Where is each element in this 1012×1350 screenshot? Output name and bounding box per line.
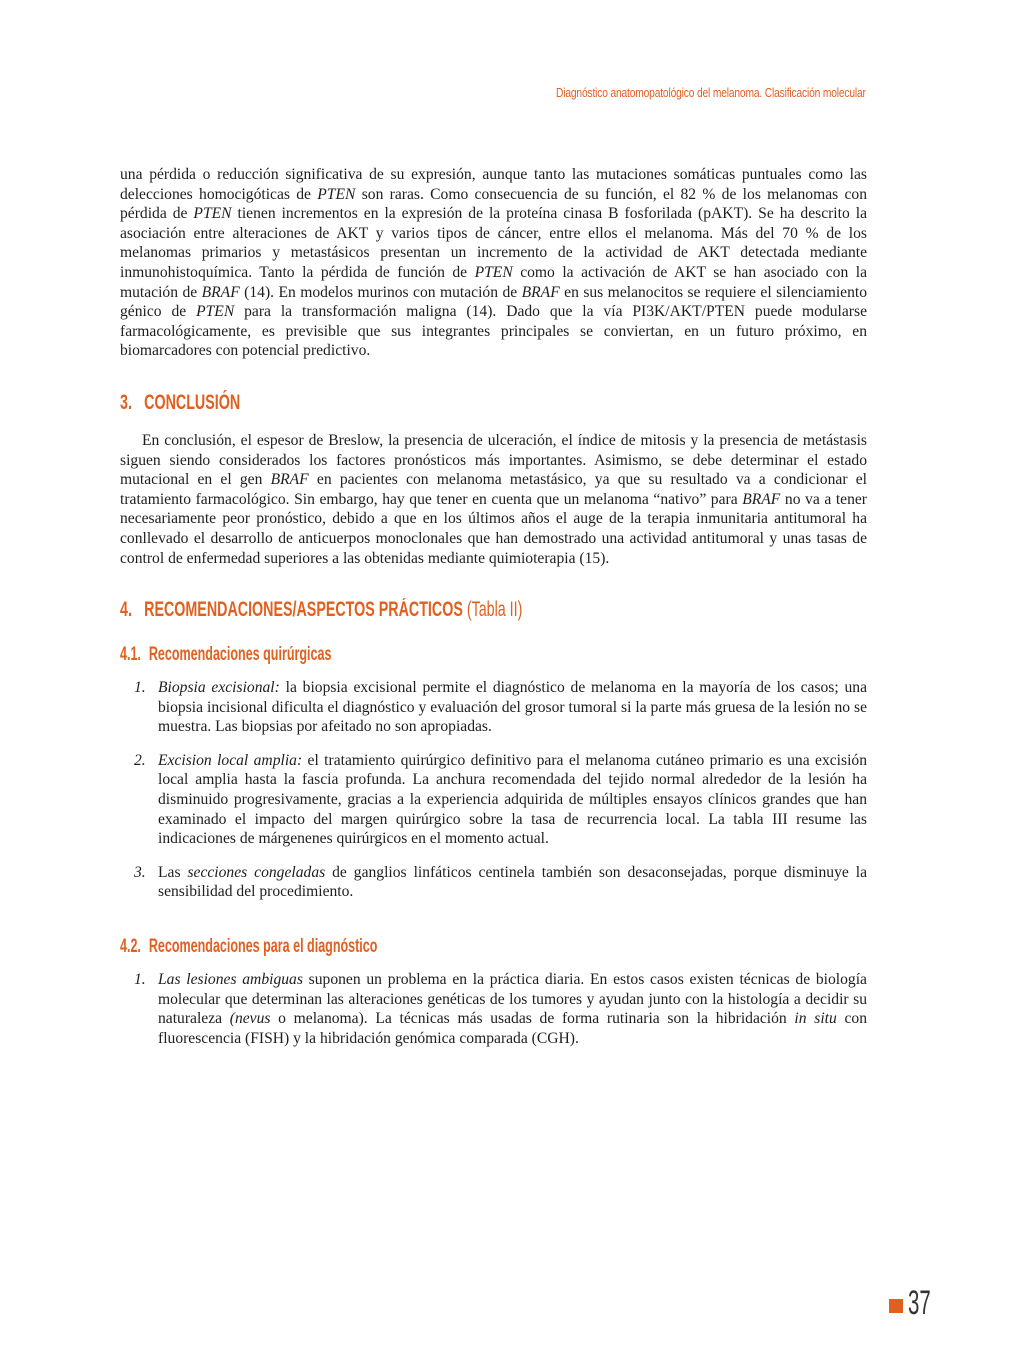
list-item — [120, 970, 867, 1048]
subsection-4-2-title: Recomendaciones para el diagnóstico — [148, 936, 378, 958]
item-text: el tratamiento quirúrgico definitivo para el melanoma cutáneo primario es una excisión local amplia hasta la fascia profunda. La anchura recomendada del tejido normal alrededor de la lesión ha disminuido progresivamente, gracias a la experiencia adquirida de múltiples ensayos clínicos grandes que han examinado el impacto del margen quirúrgico sobre la tasa de recurrencia local. La tabla III resume las indicaciones de márgenenes quirúrgicos en el momento actual. — [158, 751, 867, 848]
list-item — [120, 678, 867, 737]
conclusion-paragraph: En conclusión, el espesor de Breslow, la presencia de ulceración, el índice de mitosis y la presencia de metástasis siguen siendo considerados los factores pronósticos más importantes. Asimismo, se debe determinar el estado mutacional en el gen BRAF en pacientes con melanoma metastásico, ya que su resultado va a condicionar el tratamiento farmacológico. Sin embargo, hay que tener en cuenta que un melanoma “nativo” para BRAF no va a tener necesariamente peor pronóstico, debido a que en los últimos años el auge de la terapia inmunitaria antitumoral ha conllevado el desarrollo de anticuerpos monoclonales que han demostrado una actividad antitumoral y unas tasas de control de enfermedad superiores a las obtenidas mediante quimioterapia (15). — [120, 431, 868, 567]
section-3-number: 3. — [120, 390, 132, 414]
item-text: de ganglios linfáticos centinela también son desaconsejadas, porque disminuye la sensibilidad del procedimiento. — [158, 863, 868, 901]
item-italic-in-situ: in situ — [794, 1010, 837, 1028]
item-pre: Las — [158, 863, 188, 881]
running-head: Diagnóstico anatomopatológico del melanoma. Clasificación molecular — [556, 86, 866, 100]
diagnosis-recommendations-list — [120, 970, 867, 1048]
intro-paragraph: una pérdida o reducción significativa de su expresión, aunque tanto las mutaciones somáticas puntuales como las delecciones homocigóticas de PTEN son raras. Como consecuencia de su función, el 82 % de los melanomas con pérdida de PTEN tienen incrementos en la expresión de la proteína cinasa B fosforilada (pAKT). Se ha descrito la asociación entre alteraciones de AKT y varios tipos de cáncer, entre ellos el melanoma. Más del 70 % de los melanomas primarios y metastásicos presentan un incremento de la actividad de AKT detectada mediante inmunohistoquímica. Tanto la pérdida de función de PTEN como la activación de AKT se han asociado con la mutación de BRAF (14). En modelos murinos con mutación de BRAF en sus melanocitos se requiere el silenciamiento génico de PTEN para la transformación maligna (14). Dado que la vía PI3K/AKT/PTEN puede modularse farmacológicamente, es previsible que sus integrantes principales se conviertan, en un futuro próximo, en biomarcadores con potencial predictivo. — [120, 166, 868, 360]
page-number-text: 37 — [908, 1284, 931, 1322]
subsection-4-1-title: Recomendaciones quirúrgicas — [148, 644, 332, 666]
list-item — [120, 863, 867, 902]
item-text: suponen un problema en la práctica diaria. En estos casos existen técnicas de biología molecular que determinan las alteraciones genéticas de los tumores y ayudan junto con la histología a decidir su naturaleza — [158, 971, 867, 1028]
page-content — [120, 165, 867, 1062]
page-marker-square — [889, 1299, 903, 1313]
section-4-number: 4. — [120, 598, 132, 622]
subsection-4-2-number: 4.2. — [120, 936, 141, 958]
list-marker: 1. — [134, 679, 146, 697]
subsection-4-1-heading — [120, 644, 613, 666]
item-text: con fluorescencia (FISH) y la hibridación genómica comparada (CGH). — [158, 1010, 867, 1047]
section-3-title: CONCLUSIÓN — [144, 390, 241, 414]
item-lead: secciones congeladas — [187, 863, 326, 881]
list-marker: 3. — [134, 863, 146, 881]
section-4-table-ref: (Tabla II) — [466, 598, 523, 622]
section-4-title: RECOMENDACIONES/ASPECTOS PRÁCTICOS — [144, 598, 463, 622]
item-italic-nevus: (nevus — [229, 1010, 271, 1028]
section-3-heading — [120, 391, 628, 415]
list-marker: 1. — [134, 971, 146, 989]
page-number — [889, 1286, 946, 1320]
section-4-heading — [120, 598, 628, 622]
subsection-4-2-heading — [120, 936, 613, 958]
surgical-recommendations-list — [120, 678, 867, 902]
list-marker: 2. — [134, 751, 146, 769]
item-lead: Biopsia excisional: — [158, 679, 280, 697]
item-lead: Las lesiones ambiguas — [158, 971, 303, 989]
item-text: la biopsia excisional permite el diagnóstico de melanoma en la mayoría de los casos; una biopsia incisional dificulta el diagnóstico y evaluación del grosor tumoral si la parte más gruesa de la lesión no se muestra. Las biopsias por afeitado no son apropiadas. — [158, 679, 867, 736]
subsection-4-1-number: 4.1. — [120, 644, 141, 666]
item-lead: Excision local amplia: — [158, 751, 303, 769]
item-text: o melanoma). La técnicas más usadas de forma rutinaria son la hibridación — [270, 1010, 795, 1028]
list-item — [120, 751, 867, 849]
